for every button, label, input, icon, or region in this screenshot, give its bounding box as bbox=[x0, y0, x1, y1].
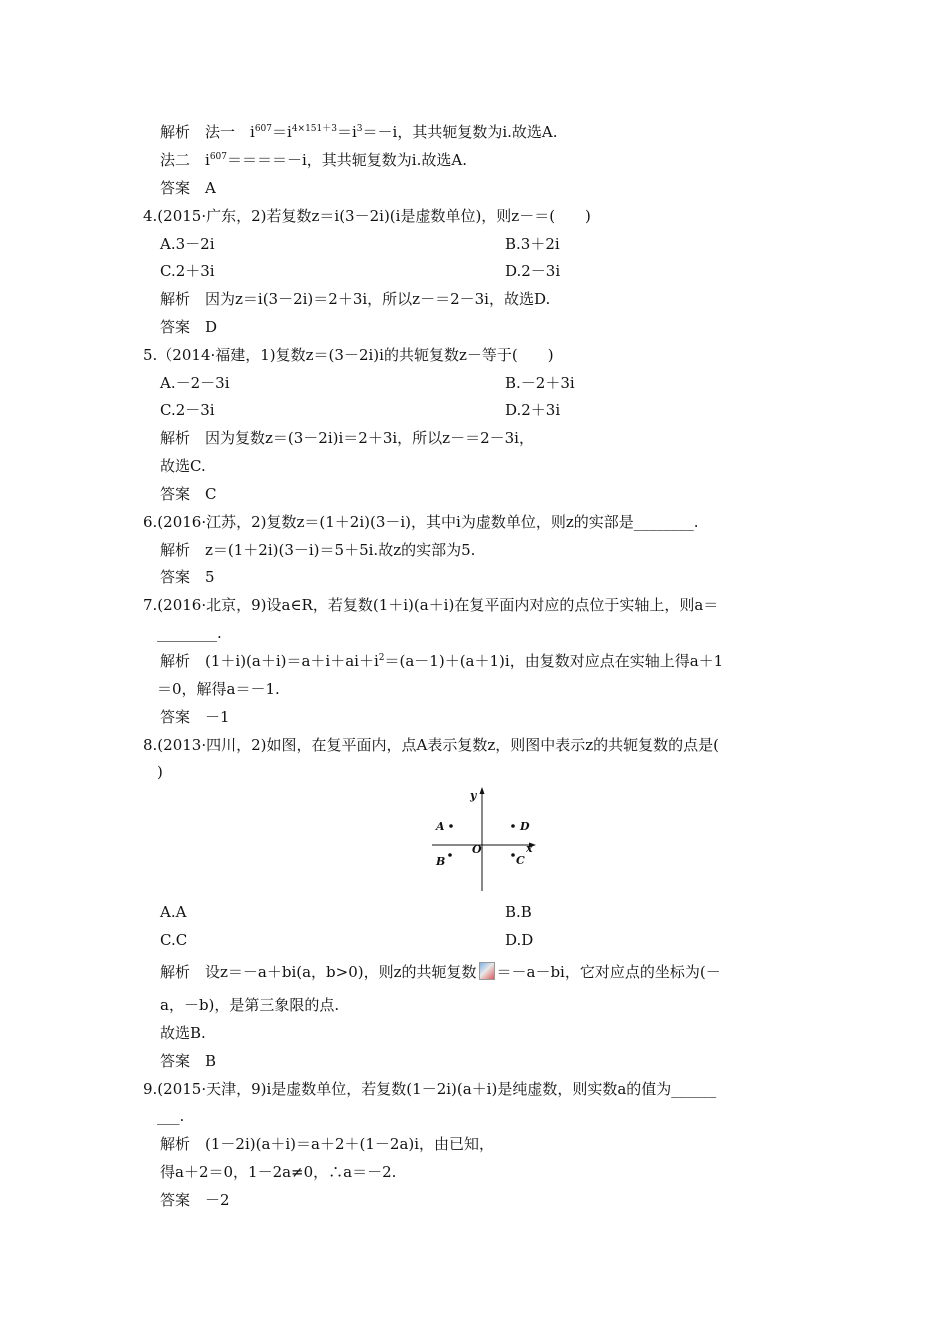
answer-7: 答案 －1 bbox=[160, 708, 230, 726]
answer-4: 答案 D bbox=[160, 318, 218, 336]
point-d bbox=[511, 824, 515, 828]
y-axis-label: y bbox=[470, 789, 477, 802]
q8-option-b: B.B bbox=[505, 903, 532, 921]
q5-analysis: 解析 因为复数z＝(3－2i)i＝2＋3i，所以z－＝2－3i， bbox=[160, 429, 534, 447]
q8-option-a: A.A bbox=[160, 903, 187, 921]
answer-9: 答案 －2 bbox=[160, 1191, 230, 1209]
question-8-cont: ) bbox=[157, 763, 163, 781]
question-8: 8.(2013·四川，2)如图，在复平面内，点A表示复数z，则图中表示z的共轭复数的点是( bbox=[143, 736, 719, 754]
q6-analysis: 解析 z＝(1＋2i)(3－i)＝5＋5i.故z的实部为5. bbox=[160, 541, 476, 559]
point-b-label: B bbox=[436, 855, 446, 868]
question-5: 5.（2014·福建，1)复数z＝(3－2i)i的共轭复数z－等于( ) bbox=[143, 346, 554, 364]
q7-analysis: 解析 $(1+i)(a+i)=a+i+ai+i^2=(a-1)+(a+1)i$，由复数对应点在实轴上得a＋1 bbox=[160, 652, 724, 670]
y-axis-arrow bbox=[480, 787, 485, 794]
q9-analysis-cont: 得a＋2＝0，1－2a≠0，∴a＝－2. bbox=[160, 1163, 397, 1181]
question-9: 9.(2015·天津，9)i是虚数单位，若复数(1－2i)(a＋i)是纯虚数，则实数a的值为______ bbox=[143, 1080, 717, 1098]
answer-8: 答案 B bbox=[160, 1052, 217, 1070]
q5-option-a: A.－2－3i bbox=[160, 374, 230, 392]
answer-5: 答案 C bbox=[160, 485, 217, 503]
answer-3: 答案 A bbox=[160, 179, 216, 197]
line-analysis-method1: 解析 法一 $i^{607}=i^{4\times 151+3}=i^3=-i$，其共轭复数为i.故选A. bbox=[160, 123, 558, 141]
question-7-blank: ________. bbox=[157, 624, 222, 642]
broken-image-icon bbox=[479, 962, 495, 980]
q5-analysis-cont: 故选C. bbox=[160, 457, 206, 475]
question-6: 6.(2016·江苏，2)复数z＝(1＋2i)(3－i)，其中i为虚数单位，则z的实部是________. bbox=[143, 513, 699, 531]
q4-option-a: A.3－2i bbox=[160, 235, 215, 253]
q4-option-d: D.2－3i bbox=[505, 262, 561, 280]
q8-analysis-cont: a，－b)，是第三象限的点. bbox=[160, 996, 340, 1014]
point-c-label: C bbox=[516, 854, 525, 867]
q8-option-d: D.D bbox=[505, 931, 534, 949]
complex-plane-figure bbox=[420, 785, 540, 895]
q9-analysis: 解析 (1－2i)(a＋i)＝a＋2＋(1－2a)i，由已知， bbox=[160, 1135, 495, 1153]
line-analysis-method2: 法二 $i^{607}====-i$，其共轭复数为i.故选A. bbox=[160, 151, 467, 169]
point-a-label: A bbox=[436, 820, 445, 833]
point-d-label: D bbox=[520, 820, 530, 833]
q4-option-b: B.3＋2i bbox=[505, 235, 560, 253]
x-axis-label: x bbox=[526, 842, 533, 855]
q5-option-c: C.2－3i bbox=[160, 401, 215, 419]
q8-analysis-cont2: 故选B. bbox=[160, 1024, 206, 1042]
q5-option-b: B.－2＋3i bbox=[505, 374, 575, 392]
question-9-blank: ___. bbox=[157, 1107, 185, 1125]
q8-option-c: C.C bbox=[160, 931, 188, 949]
point-b bbox=[448, 853, 452, 857]
q7-analysis-cont: ＝0，解得a＝－1. bbox=[157, 680, 280, 698]
q4-analysis: 解析 因为z＝i(3－2i)＝2＋3i，所以z－＝2－3i，故选D. bbox=[160, 290, 551, 308]
question-4: 4.(2015·广东，2)若复数z＝i(3－2i)(i是虚数单位)，则z－＝( ) bbox=[143, 207, 591, 225]
q8-analysis: 解析 设z＝－a＋bi(a，b>0)，则z的共轭复数 ＝－a－bi，它对应点的坐标为(－ bbox=[160, 963, 721, 981]
point-c bbox=[511, 853, 515, 857]
point-a bbox=[449, 824, 453, 828]
question-7: 7.(2016·北京，9)设a∈R，若复数(1＋i)(a＋i)在复平面内对应的点位于实轴上，则a＝ bbox=[143, 596, 719, 614]
answer-6: 答案 5 bbox=[160, 568, 215, 586]
q4-option-c: C.2＋3i bbox=[160, 262, 215, 280]
origin-label: O bbox=[472, 843, 482, 856]
q5-option-d: D.2＋3i bbox=[505, 401, 561, 419]
